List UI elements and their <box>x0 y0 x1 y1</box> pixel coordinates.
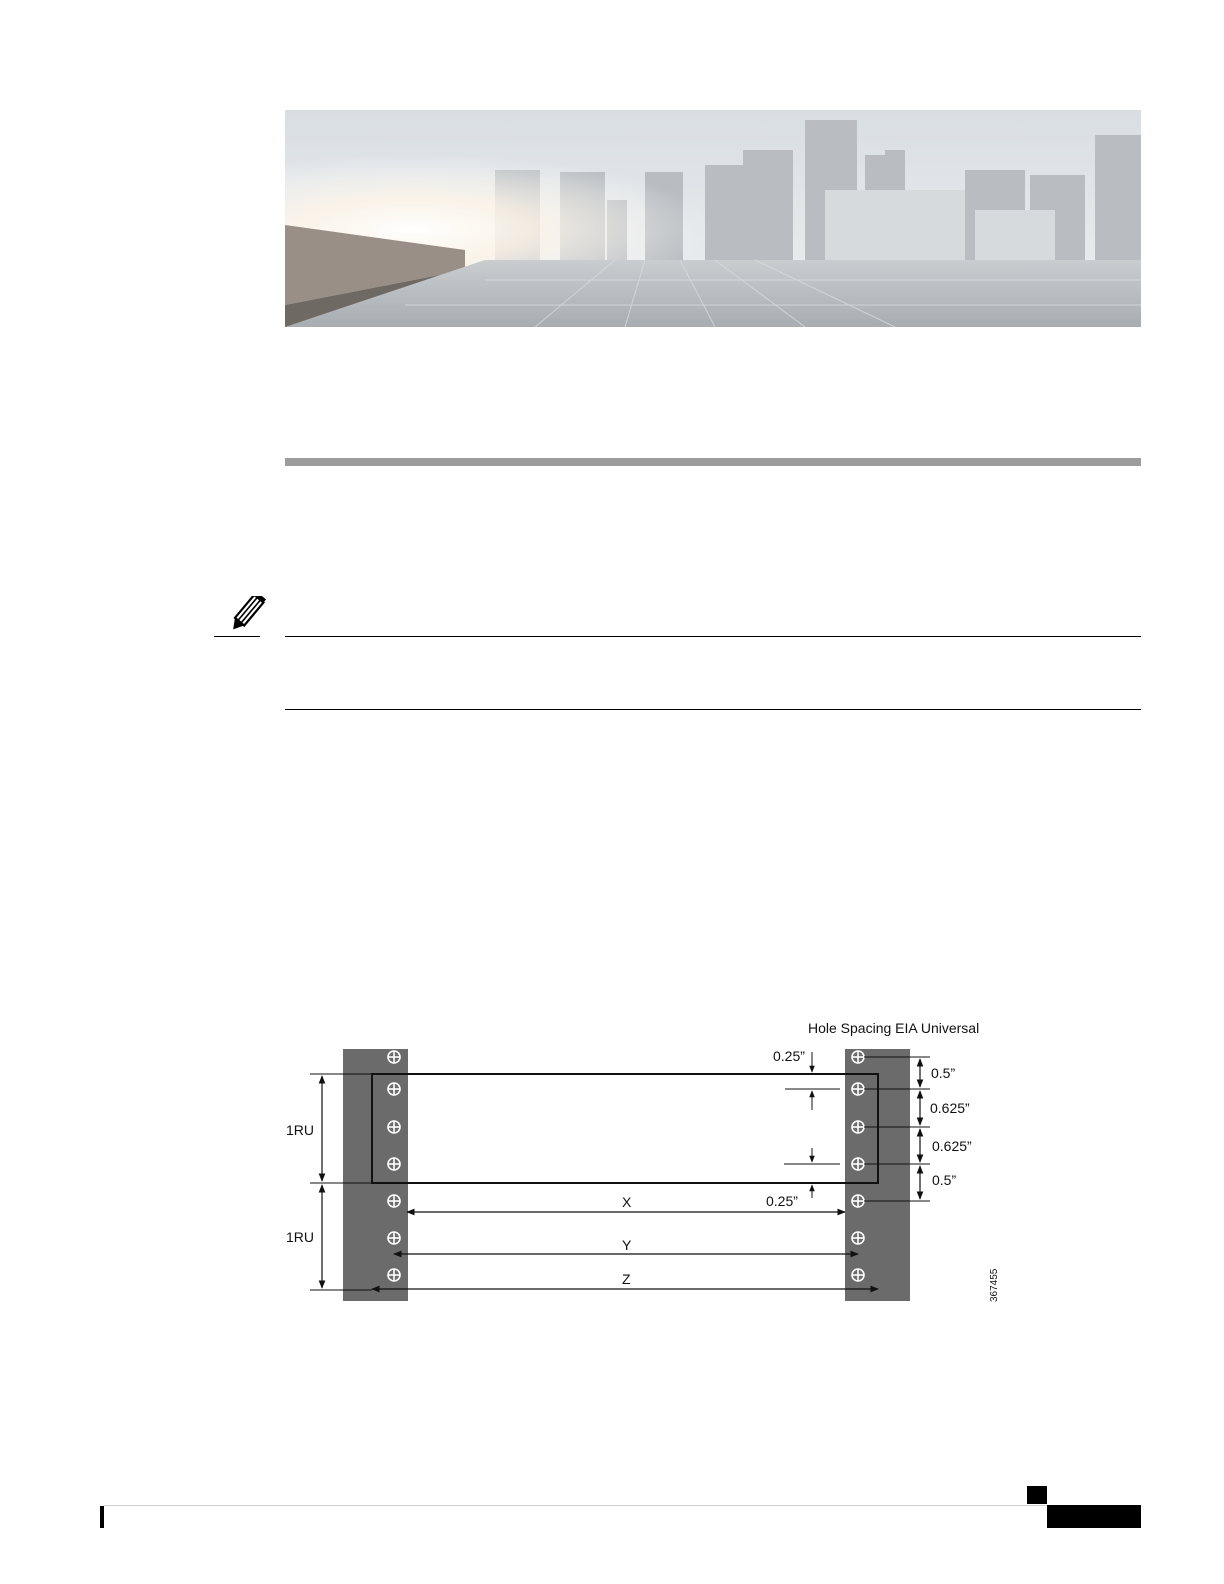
note-rule-bottom <box>285 709 1141 710</box>
spacing-0625-b-label: 0.625” <box>932 1138 972 1154</box>
figure-id: 367455 <box>989 1268 1000 1302</box>
offset-025-bottom-label: 0.25” <box>766 1193 798 1209</box>
offset-025-top-label: 0.25” <box>773 1048 805 1064</box>
spacing-0625-a-label: 0.625” <box>930 1100 970 1116</box>
equipment-outline-1ru <box>372 1074 878 1183</box>
ru-upper-label: 1RU <box>286 1122 315 1138</box>
footer-page-square <box>1027 1486 1047 1504</box>
footer-rule <box>104 1505 1141 1506</box>
chapter-banner-image <box>285 110 1141 327</box>
chapter-title-rule <box>285 458 1141 466</box>
note-rule-top <box>285 636 1141 637</box>
left-rack-rail <box>343 1049 408 1301</box>
rack-hole-spacing-figure <box>270 1010 1030 1315</box>
city-skyline-photo <box>285 110 1141 327</box>
footer-page-tab <box>1047 1505 1141 1528</box>
footer-left-marker <box>100 1506 104 1528</box>
width-y-label: Y <box>622 1237 632 1253</box>
figure-title: Hole Spacing EIA Universal <box>808 1020 980 1036</box>
ru-lower-label: 1RU <box>286 1229 315 1245</box>
spacing-05-top-label: 0.5” <box>931 1065 956 1081</box>
pencil-note-icon <box>226 596 266 632</box>
spacing-05-bottom-label: 0.5” <box>932 1172 957 1188</box>
note-rule-short <box>214 636 260 637</box>
width-x-label: X <box>622 1194 632 1210</box>
width-z-label: Z <box>622 1271 631 1287</box>
